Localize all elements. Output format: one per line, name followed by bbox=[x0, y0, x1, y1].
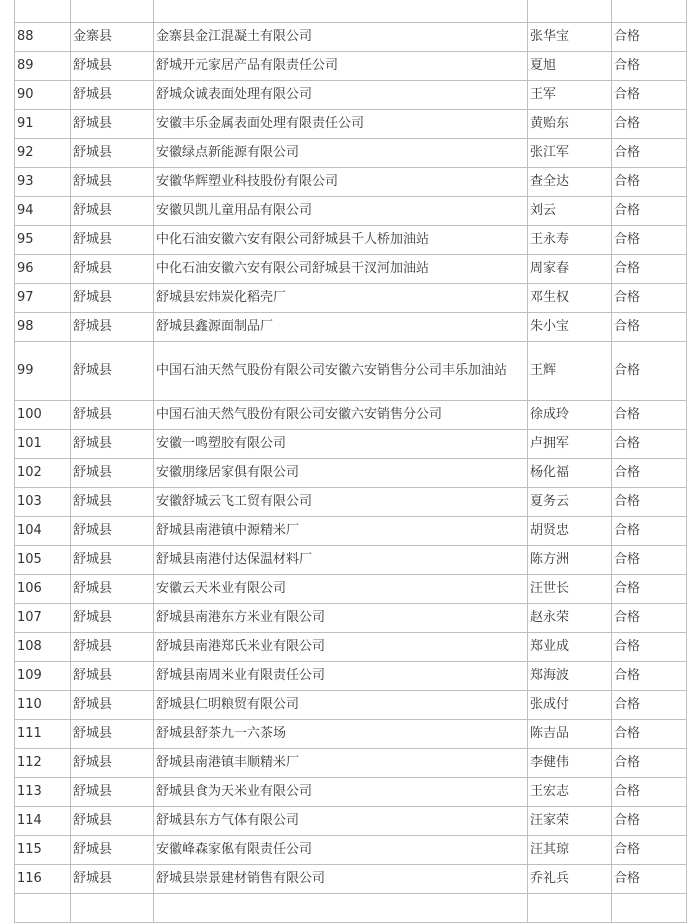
responsible-person-cell: 张成付 bbox=[528, 691, 612, 720]
company-name-cell: 舒城县鑫源面制品厂 bbox=[154, 313, 528, 342]
responsible-person-cell: 查全达 bbox=[528, 168, 612, 197]
company-name-cell: 舒城县南港东方米业有限公司 bbox=[154, 604, 528, 633]
county-cell: 舒城县 bbox=[71, 459, 154, 488]
row-number-cell: 103 bbox=[15, 488, 71, 517]
table-row bbox=[15, 865, 687, 894]
company-name-cell: 安徽一鸣塑胶有限公司 bbox=[154, 430, 528, 459]
row-number-cell: 106 bbox=[15, 575, 71, 604]
table-row bbox=[15, 342, 687, 401]
company-name-cell bbox=[154, 0, 528, 23]
table-row bbox=[15, 488, 687, 517]
row-number-cell: 116 bbox=[15, 865, 71, 894]
inspection-result-cell: 合格 bbox=[612, 226, 687, 255]
row-number-cell: 89 bbox=[15, 52, 71, 81]
responsible-person-cell: 王永寿 bbox=[528, 226, 612, 255]
county-cell: 舒城县 bbox=[71, 633, 154, 662]
table-row bbox=[15, 197, 687, 226]
inspection-result-cell: 合格 bbox=[612, 517, 687, 546]
responsible-person-cell: 汪世长 bbox=[528, 575, 612, 604]
county-cell: 舒城县 bbox=[71, 168, 154, 197]
inspection-result-cell: 合格 bbox=[612, 284, 687, 313]
county-cell: 舒城县 bbox=[71, 488, 154, 517]
company-name-cell: 舒城县南港郑氏米业有限公司 bbox=[154, 633, 528, 662]
county-cell bbox=[71, 894, 154, 923]
company-name-cell: 安徽云天米业有限公司 bbox=[154, 575, 528, 604]
responsible-person-cell: 郑业成 bbox=[528, 633, 612, 662]
county-cell: 舒城县 bbox=[71, 604, 154, 633]
inspection-result-cell: 合格 bbox=[612, 81, 687, 110]
responsible-person-cell: 夏旭 bbox=[528, 52, 612, 81]
company-name-cell bbox=[154, 894, 528, 923]
row-number-cell bbox=[15, 894, 71, 923]
table-row bbox=[15, 110, 687, 139]
inspection-result-cell: 合格 bbox=[612, 110, 687, 139]
inspection-result-cell: 合格 bbox=[612, 313, 687, 342]
inspection-result-cell: 合格 bbox=[612, 430, 687, 459]
table-row bbox=[15, 52, 687, 81]
responsible-person-cell: 夏务云 bbox=[528, 488, 612, 517]
county-cell: 舒城县 bbox=[71, 255, 154, 284]
county-cell: 舒城县 bbox=[71, 778, 154, 807]
table-row bbox=[15, 575, 687, 604]
row-number-cell: 110 bbox=[15, 691, 71, 720]
row-number-cell: 102 bbox=[15, 459, 71, 488]
responsible-person-cell: 张江军 bbox=[528, 139, 612, 168]
inspection-result-cell bbox=[612, 0, 687, 23]
inspection-result-cell: 合格 bbox=[612, 459, 687, 488]
responsible-person-cell: 邓生权 bbox=[528, 284, 612, 313]
inspection-result-cell: 合格 bbox=[612, 836, 687, 865]
inspection-table-container bbox=[14, 0, 686, 923]
county-cell: 舒城县 bbox=[71, 691, 154, 720]
responsible-person-cell: 胡贤忠 bbox=[528, 517, 612, 546]
responsible-person-cell: 朱小宝 bbox=[528, 313, 612, 342]
company-name-cell: 舒城县仁明粮贸有限公司 bbox=[154, 691, 528, 720]
company-name-cell: 舒城县南港付达保温材料厂 bbox=[154, 546, 528, 575]
inspection-result-cell: 合格 bbox=[612, 52, 687, 81]
inspection-result-cell: 合格 bbox=[612, 488, 687, 517]
responsible-person-cell: 陈吉品 bbox=[528, 720, 612, 749]
table-row bbox=[15, 662, 687, 691]
company-name-cell: 舒城县南港镇中源精米厂 bbox=[154, 517, 528, 546]
responsible-person-cell: 王辉 bbox=[528, 342, 612, 401]
company-name-cell: 安徽朋缘居家俱有限公司 bbox=[154, 459, 528, 488]
county-cell: 舒城县 bbox=[71, 575, 154, 604]
row-number-cell: 100 bbox=[15, 401, 71, 430]
county-cell: 舒城县 bbox=[71, 52, 154, 81]
inspection-result-cell: 合格 bbox=[612, 342, 687, 401]
company-name-cell: 舒城开元家居产品有限责任公司 bbox=[154, 52, 528, 81]
row-number-cell: 107 bbox=[15, 604, 71, 633]
county-cell: 舒城县 bbox=[71, 226, 154, 255]
responsible-person-cell: 张华宝 bbox=[528, 23, 612, 52]
row-number-cell: 90 bbox=[15, 81, 71, 110]
responsible-person-cell: 杨化福 bbox=[528, 459, 612, 488]
responsible-person-cell bbox=[528, 0, 612, 23]
table-row bbox=[15, 168, 687, 197]
table-row bbox=[15, 459, 687, 488]
county-cell: 舒城县 bbox=[71, 546, 154, 575]
table-row bbox=[15, 633, 687, 662]
row-number-cell: 105 bbox=[15, 546, 71, 575]
row-number-cell: 96 bbox=[15, 255, 71, 284]
county-cell: 舒城县 bbox=[71, 81, 154, 110]
inspection-result-cell: 合格 bbox=[612, 546, 687, 575]
company-name-cell: 中化石油安徽六安有限公司舒城县干汊河加油站 bbox=[154, 255, 528, 284]
table-row bbox=[15, 691, 687, 720]
row-number-cell: 98 bbox=[15, 313, 71, 342]
county-cell: 舒城县 bbox=[71, 517, 154, 546]
table-row bbox=[15, 284, 687, 313]
responsible-person-cell: 汪其琼 bbox=[528, 836, 612, 865]
responsible-person-cell: 李健伟 bbox=[528, 749, 612, 778]
company-name-cell: 中国石油天然气股份有限公司安徽六安销售分公司丰乐加油站 bbox=[154, 342, 528, 401]
responsible-person-cell: 卢拥军 bbox=[528, 430, 612, 459]
county-cell: 舒城县 bbox=[71, 430, 154, 459]
inspection-result-cell: 合格 bbox=[612, 168, 687, 197]
inspection-result-cell: 合格 bbox=[612, 865, 687, 894]
responsible-person-cell: 徐成玲 bbox=[528, 401, 612, 430]
table-row bbox=[15, 894, 687, 923]
responsible-person-cell: 赵永荣 bbox=[528, 604, 612, 633]
row-number-cell: 109 bbox=[15, 662, 71, 691]
row-number-cell: 91 bbox=[15, 110, 71, 139]
company-name-cell: 安徽贝凯儿童用品有限公司 bbox=[154, 197, 528, 226]
inspection-result-cell: 合格 bbox=[612, 720, 687, 749]
inspection-table bbox=[14, 0, 687, 923]
row-number-cell: 94 bbox=[15, 197, 71, 226]
inspection-result-cell: 合格 bbox=[612, 604, 687, 633]
row-number-cell: 95 bbox=[15, 226, 71, 255]
table-row bbox=[15, 255, 687, 284]
row-number-cell: 97 bbox=[15, 284, 71, 313]
inspection-result-cell bbox=[612, 894, 687, 923]
county-cell: 舒城县 bbox=[71, 110, 154, 139]
responsible-person-cell: 王军 bbox=[528, 81, 612, 110]
county-cell: 舒城县 bbox=[71, 865, 154, 894]
county-cell: 金寨县 bbox=[71, 23, 154, 52]
inspection-result-cell: 合格 bbox=[612, 662, 687, 691]
table-row bbox=[15, 546, 687, 575]
table-row bbox=[15, 430, 687, 459]
row-number-cell: 101 bbox=[15, 430, 71, 459]
company-name-cell: 安徽华辉塑业科技股份有限公司 bbox=[154, 168, 528, 197]
county-cell: 舒城县 bbox=[71, 342, 154, 401]
company-name-cell: 安徽峰森家俬有限责任公司 bbox=[154, 836, 528, 865]
responsible-person-cell bbox=[528, 894, 612, 923]
inspection-result-cell: 合格 bbox=[612, 575, 687, 604]
row-number-cell: 104 bbox=[15, 517, 71, 546]
row-number-cell: 93 bbox=[15, 168, 71, 197]
responsible-person-cell: 王宏志 bbox=[528, 778, 612, 807]
company-name-cell: 舒城县食为天米业有限公司 bbox=[154, 778, 528, 807]
row-number-cell: 88 bbox=[15, 23, 71, 52]
responsible-person-cell: 黄贻东 bbox=[528, 110, 612, 139]
inspection-result-cell: 合格 bbox=[612, 197, 687, 226]
inspection-result-cell: 合格 bbox=[612, 691, 687, 720]
inspection-result-cell: 合格 bbox=[612, 23, 687, 52]
company-name-cell: 中国石油天然气股份有限公司安徽六安销售分公司 bbox=[154, 401, 528, 430]
inspection-result-cell: 合格 bbox=[612, 807, 687, 836]
inspection-result-cell: 合格 bbox=[612, 778, 687, 807]
county-cell: 舒城县 bbox=[71, 313, 154, 342]
table-row bbox=[15, 401, 687, 430]
table-row bbox=[15, 778, 687, 807]
county-cell: 舒城县 bbox=[71, 139, 154, 168]
county-cell: 舒城县 bbox=[71, 720, 154, 749]
table-row bbox=[15, 720, 687, 749]
company-name-cell: 舒城县崇景建材销售有限公司 bbox=[154, 865, 528, 894]
responsible-person-cell: 周家春 bbox=[528, 255, 612, 284]
inspection-result-cell: 合格 bbox=[612, 749, 687, 778]
table-row bbox=[15, 604, 687, 633]
company-name-cell: 舒城县东方气体有限公司 bbox=[154, 807, 528, 836]
table-row bbox=[15, 313, 687, 342]
company-name-cell: 安徽舒城云飞工贸有限公司 bbox=[154, 488, 528, 517]
company-name-cell: 金寨县金江混凝土有限公司 bbox=[154, 23, 528, 52]
row-number-cell bbox=[15, 0, 71, 23]
row-number-cell: 92 bbox=[15, 139, 71, 168]
company-name-cell: 安徽丰乐金属表面处理有限责任公司 bbox=[154, 110, 528, 139]
company-name-cell: 舒城县舒茶九一六茶场 bbox=[154, 720, 528, 749]
responsible-person-cell: 乔礼兵 bbox=[528, 865, 612, 894]
row-number-cell: 115 bbox=[15, 836, 71, 865]
row-number-cell: 108 bbox=[15, 633, 71, 662]
responsible-person-cell: 陈方洲 bbox=[528, 546, 612, 575]
county-cell: 舒城县 bbox=[71, 401, 154, 430]
table-body bbox=[15, 0, 687, 923]
responsible-person-cell: 汪家荣 bbox=[528, 807, 612, 836]
company-name-cell: 舒城县南港镇丰顺精米厂 bbox=[154, 749, 528, 778]
inspection-result-cell: 合格 bbox=[612, 401, 687, 430]
table-row bbox=[15, 807, 687, 836]
county-cell: 舒城县 bbox=[71, 284, 154, 313]
county-cell: 舒城县 bbox=[71, 807, 154, 836]
row-number-cell: 114 bbox=[15, 807, 71, 836]
table-row bbox=[15, 139, 687, 168]
company-name-cell: 舒城众诚表面处理有限公司 bbox=[154, 81, 528, 110]
row-number-cell: 99 bbox=[15, 342, 71, 401]
table-row bbox=[15, 836, 687, 865]
table-row bbox=[15, 81, 687, 110]
table-row bbox=[15, 749, 687, 778]
county-cell: 舒城县 bbox=[71, 749, 154, 778]
county-cell: 舒城县 bbox=[71, 836, 154, 865]
table-row bbox=[15, 517, 687, 546]
company-name-cell: 舒城县宏炜炭化稻壳厂 bbox=[154, 284, 528, 313]
company-name-cell: 中化石油安徽六安有限公司舒城县千人桥加油站 bbox=[154, 226, 528, 255]
inspection-result-cell: 合格 bbox=[612, 633, 687, 662]
table-row bbox=[15, 23, 687, 52]
company-name-cell: 安徽绿点新能源有限公司 bbox=[154, 139, 528, 168]
table-row bbox=[15, 0, 687, 23]
county-cell: 舒城县 bbox=[71, 662, 154, 691]
row-number-cell: 112 bbox=[15, 749, 71, 778]
row-number-cell: 111 bbox=[15, 720, 71, 749]
row-number-cell: 113 bbox=[15, 778, 71, 807]
county-cell bbox=[71, 0, 154, 23]
table-row bbox=[15, 226, 687, 255]
company-name-cell: 舒城县南周米业有限责任公司 bbox=[154, 662, 528, 691]
responsible-person-cell: 刘云 bbox=[528, 197, 612, 226]
responsible-person-cell: 郑海波 bbox=[528, 662, 612, 691]
inspection-result-cell: 合格 bbox=[612, 255, 687, 284]
county-cell: 舒城县 bbox=[71, 197, 154, 226]
inspection-result-cell: 合格 bbox=[612, 139, 687, 168]
